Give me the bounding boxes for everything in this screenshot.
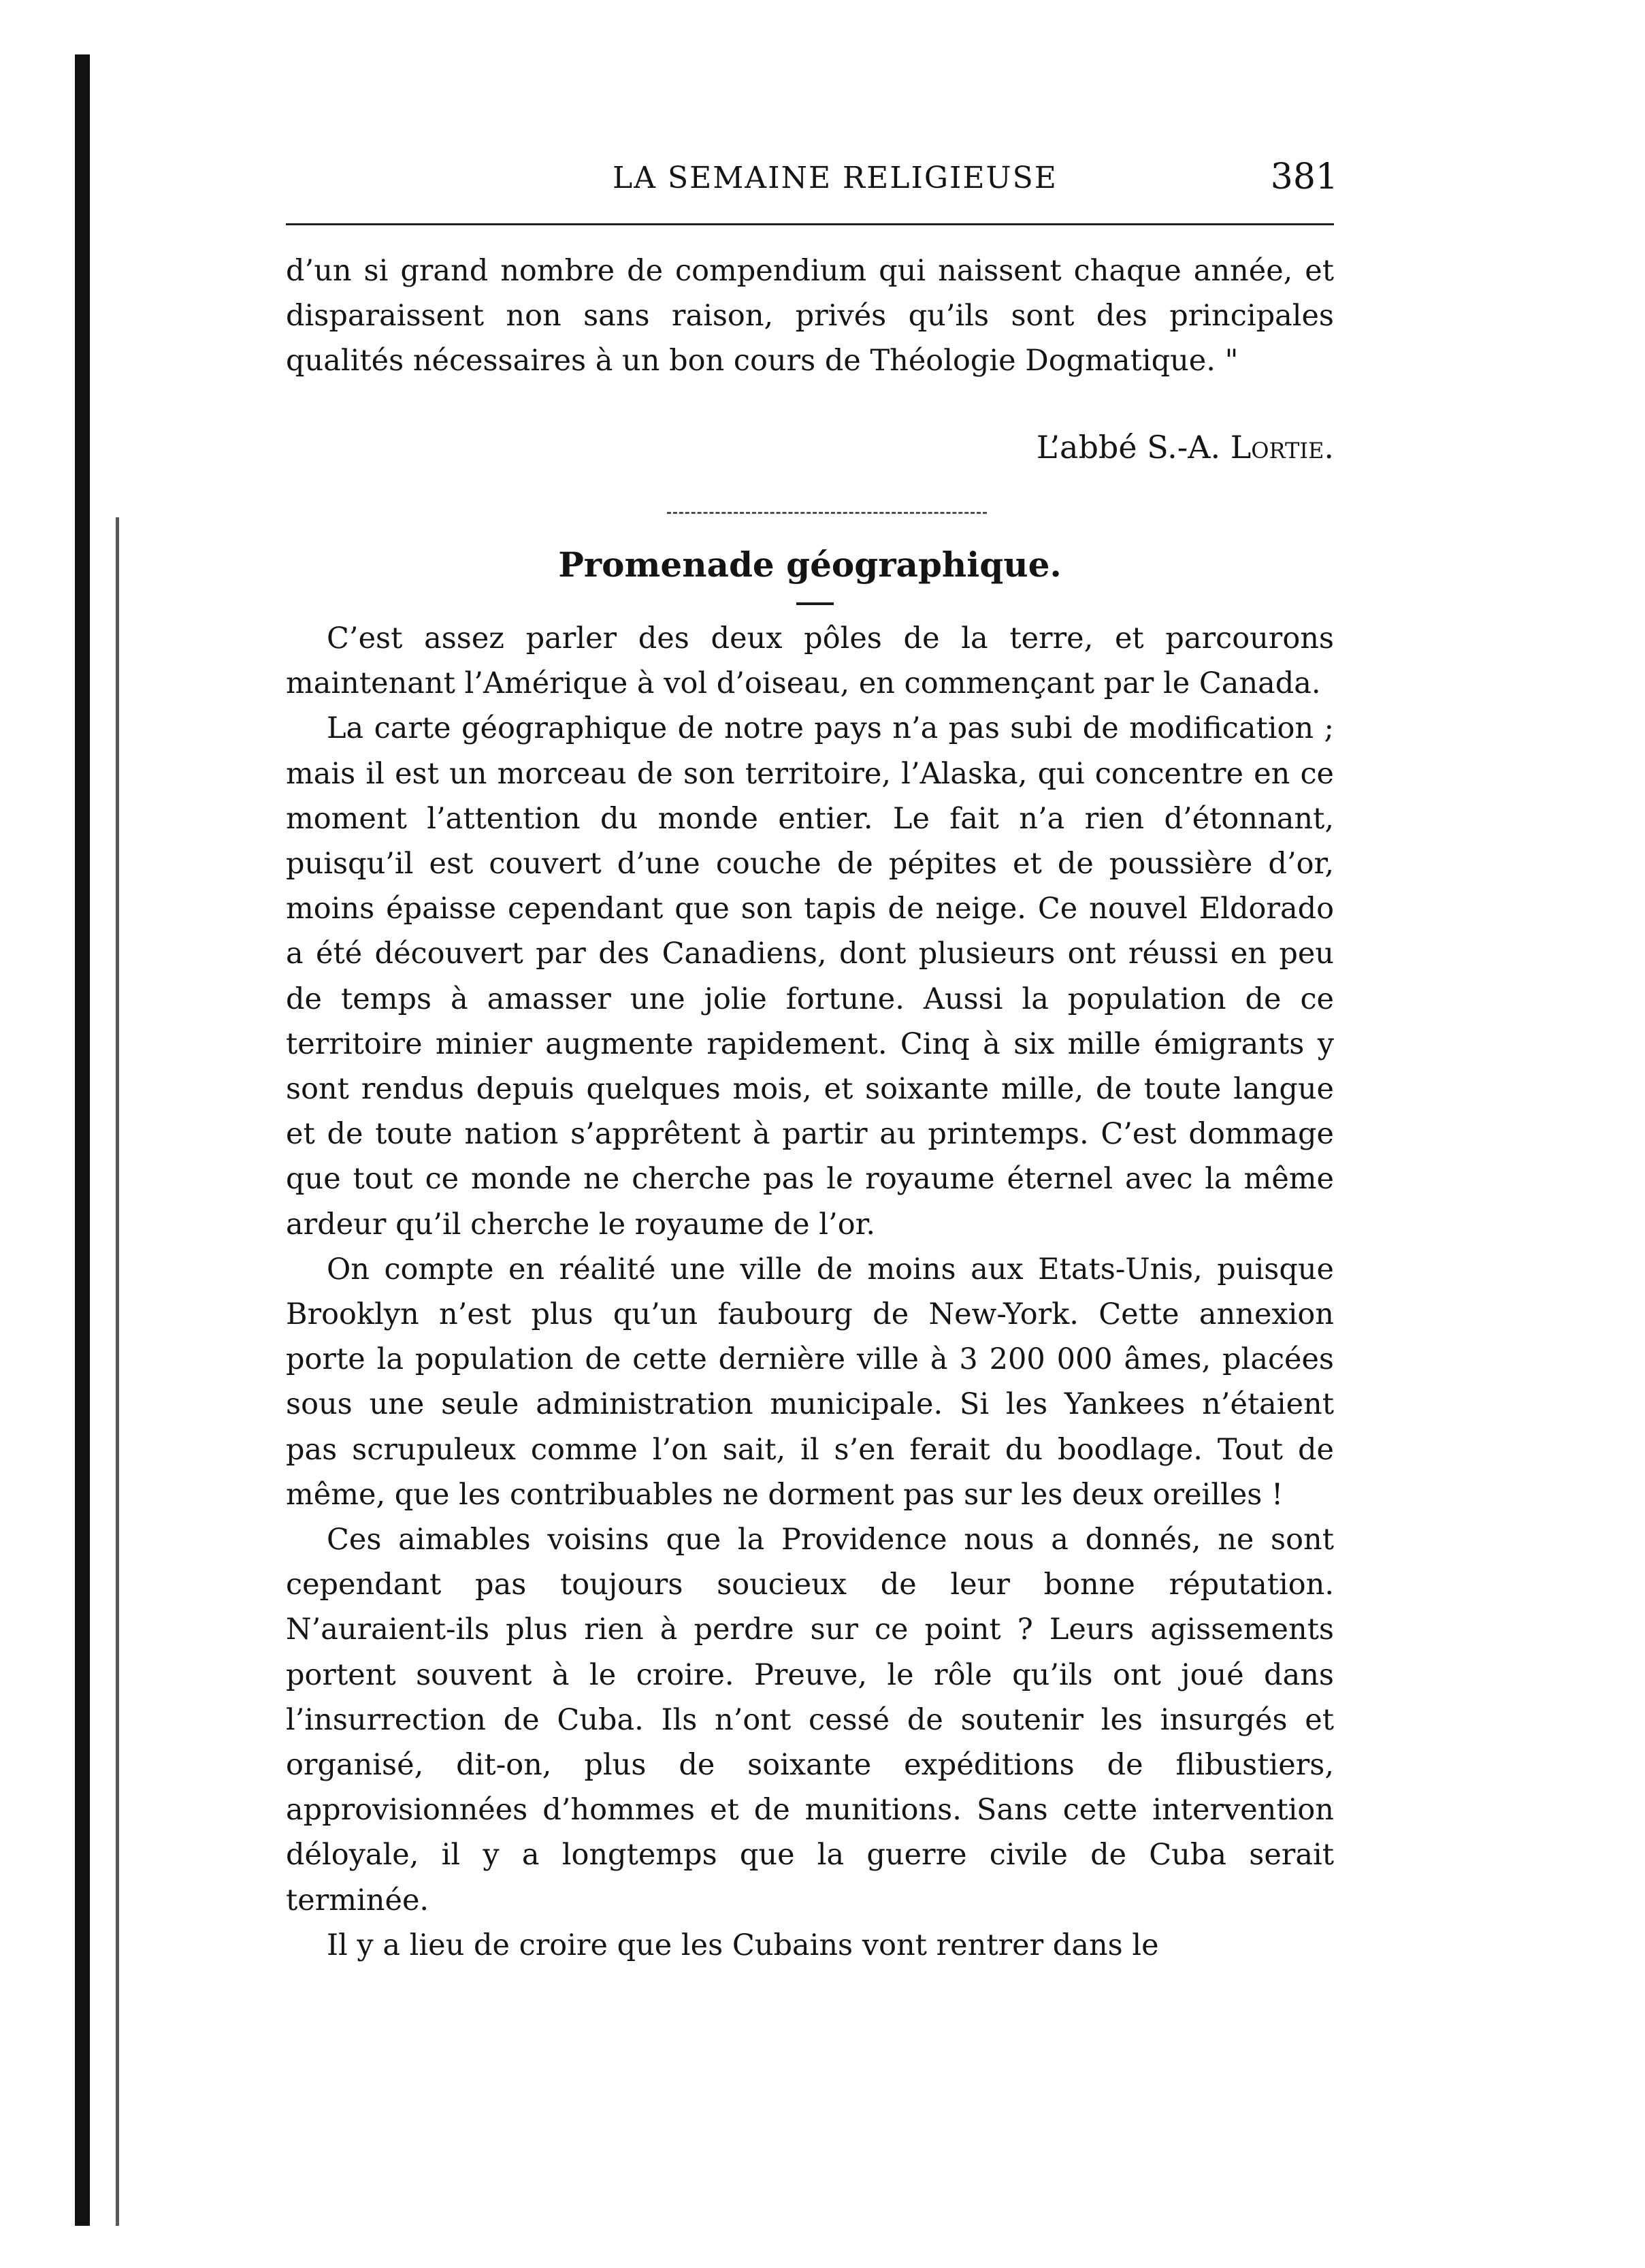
article-paragraph: On compte en réalité une ville de moins aux Etats-Unis, puisque Brooklyn n’est plus qu’un faubourg de New-York. Cette annexion porte la population de cette dernière ville à 3 200 000 âmes, placées sous une seule administration municipale. Si les Yankees n’étaient pas scrupuleux comme l’on sait, il s’en ferait du boodlage. Tout de même, que les contribuables ne dorment pas sur les deux oreilles ! xyxy=(286,1252,1334,1512)
article-body xyxy=(286,616,1334,1968)
title-underline xyxy=(796,602,834,605)
binding-edge xyxy=(75,54,90,2226)
article-paragraph: C’est assez parler des deux pôles de la terre, et parcourons maintenant l’Amérique à vol d’oiseau, en commençant par le Canada. xyxy=(286,621,1334,701)
page-number: 381 xyxy=(1270,157,1338,197)
signature-prefix: L’abbé S.-A. xyxy=(1036,429,1231,466)
section-divider xyxy=(667,512,987,514)
header-rule xyxy=(286,223,1334,225)
binding-edge-shadow xyxy=(116,517,119,2226)
running-head xyxy=(286,157,1348,201)
article-paragraph: La carte géographique de notre pays n’a pas subi de modification ; mais il est un morceau de son territoire, l’Alaska, qui concentre en ce moment l’attention du monde entier. Le fait n’a rien d’étonnant, puisqu’il est couvert d’une couche de pépites et de poussière d’or, moins épaisse cependant que son tapis de neige. Ce nouvel Eldorado a été découvert par des Canadiens, dont plusieurs ont réussi en peu de temps à amasser une jolie fortune. Aussi la population de ce territoire minier augmente rapidement. Cinq à six mille émigrants y sont rendus depuis quelques mois, et soixante mille, de toute langue et de toute nation s’apprêtent à partir au printemps. C’est dommage que tout ce monde ne cherche pas le royaume éternel avec la même ardeur qu’il cherche le royaume de l’or. xyxy=(286,711,1334,1242)
article-title: Promenade géographique. xyxy=(558,545,1062,585)
continued-paragraph: d’un si grand nombre de compendium qui naissent chaque année, et disparaissent non sans raison, privés qu’ils sont des principales qualités nécessaires à un bon cours de Théologie Dogmatique. " xyxy=(286,254,1334,378)
running-title: LA SEMAINE RELIGIEUSE xyxy=(613,161,1058,195)
article-paragraph: Ces aimables voisins que la Providence nous a donnés, ne sont cependant pas toujours soucieux de leur bonne réputation. N’auraient-ils plus rien à perdre sur ce point ? Leurs agissements portent souvent à le croire. Preuve, le rôle qu’ils ont joué dans l’insurrection de Cuba. Ils n’ont cessé de soutenir les insurgés et organisé, dit-on, plus de soixante expéditions de flibustiers, approvisionnées d’hommes et de munitions. Sans cette intervention déloyale, il y a longtemps que la guerre civile de Cuba serait terminée. xyxy=(286,1523,1334,1917)
signature-name: Lortie. xyxy=(1230,429,1334,466)
article-paragraph: Il y a lieu de croire que les Cubains vont rentrer dans le xyxy=(327,1928,1159,1962)
signature xyxy=(1037,429,1334,466)
